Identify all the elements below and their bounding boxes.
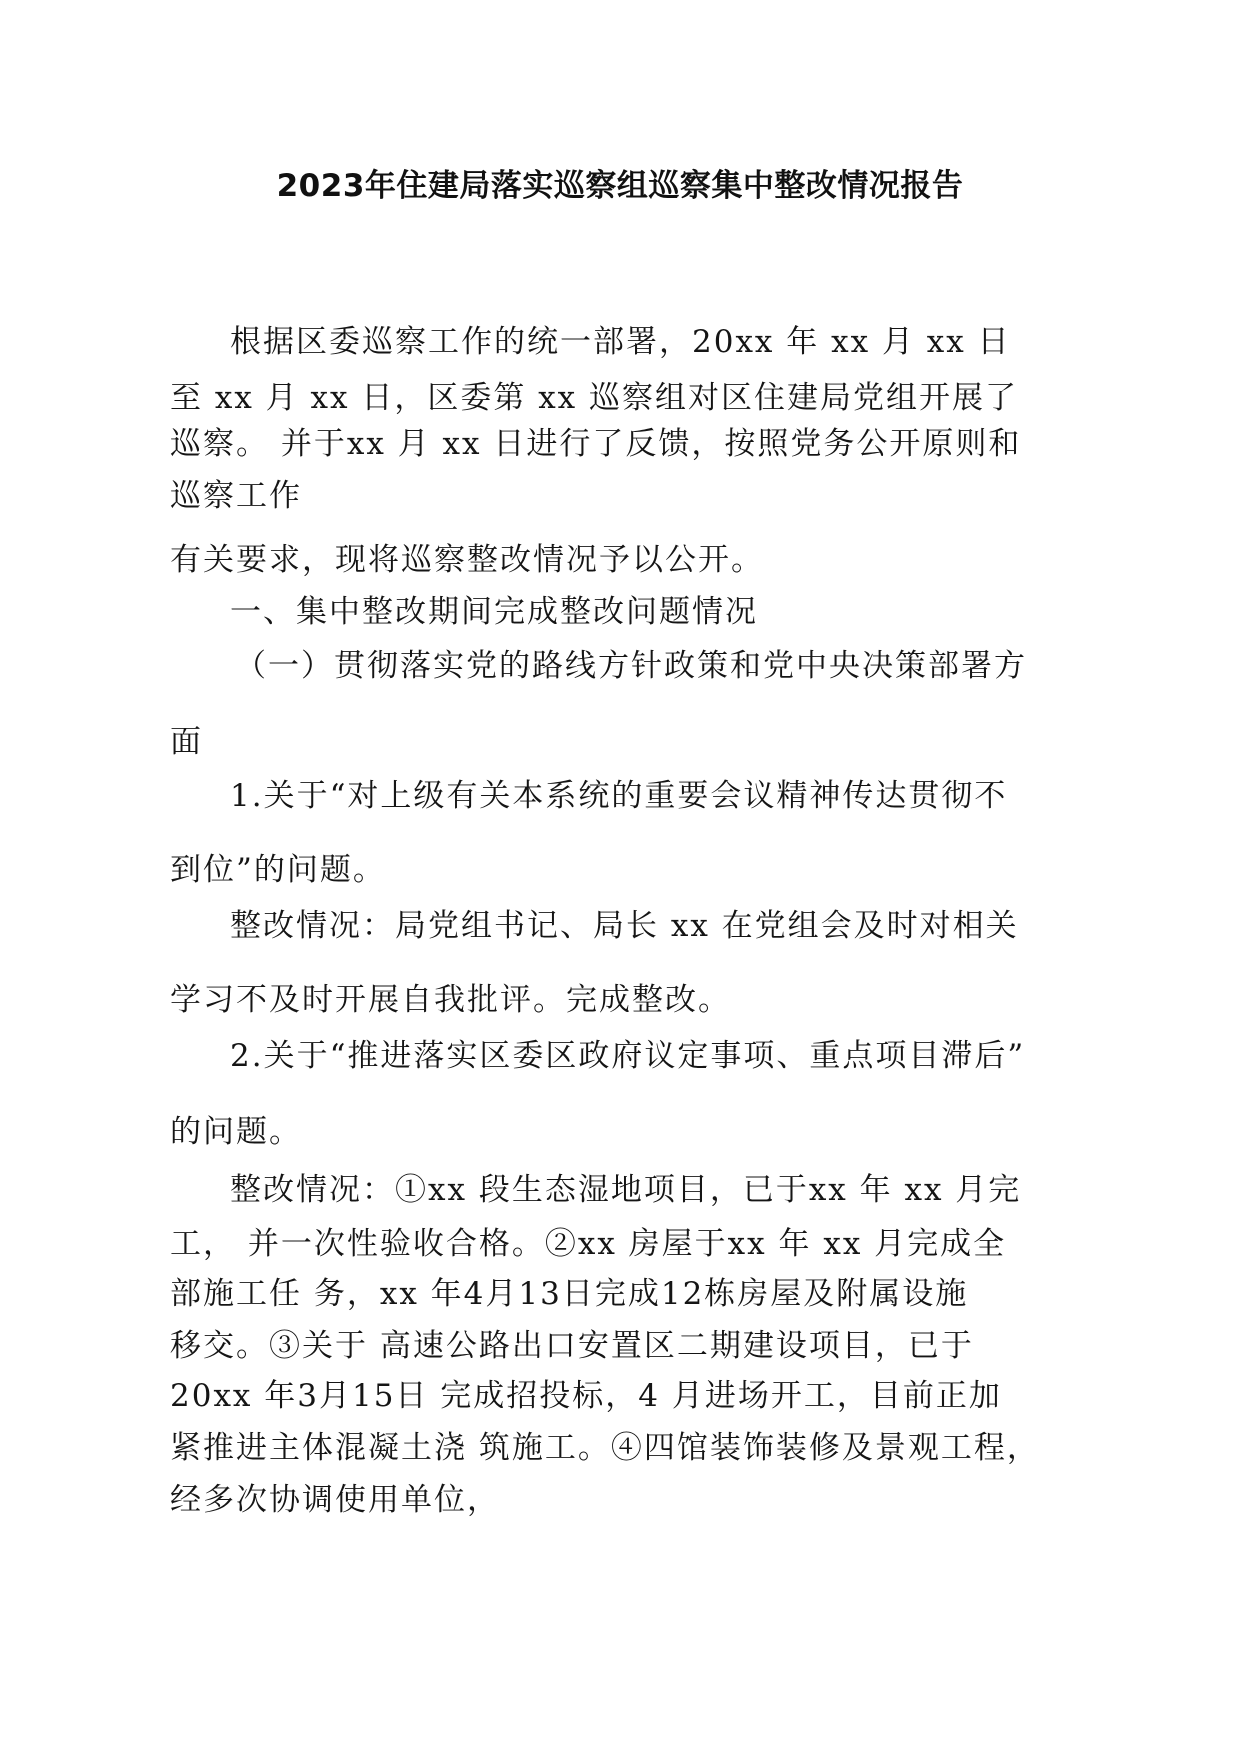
paragraph-line: 整改情况：局党组书记、局长 xx 在党组会及时对相关 [230,908,1019,944]
item-heading: 2.关于“推进落实区委区政府议定事项、重点项目滞后” [230,1038,1026,1074]
paragraph-line: 到位”的问题。 [170,852,386,888]
paragraph-line: 巡察。 并于xx 月 xx 日进行了反馈，按照党务公开原则和 [170,426,1022,462]
paragraph-line: 整改情况：①xx 段生态湿地项目，已于xx 年 xx 月完 [230,1172,1022,1208]
paragraph-line: 紧推进主体混凝土浇 筑施工。④四馆装饰装修及景观工程， [170,1430,1040,1466]
paragraph-line: 至 xx 月 xx 日，区委第 xx 巡察组对区住建局党组开展了 [170,380,1019,416]
item-heading: 1.关于“对上级有关本系统的重要会议精神传达贯彻不 [230,778,1008,814]
paragraph-line: 巡察工作 [170,478,302,514]
subsection-heading: （一）贯彻落实党的路线方针政策和党中央决策部署方 [235,648,1027,684]
paragraph-line: 学习不及时开展自我批评。完成整改。 [170,982,731,1018]
paragraph-line: 部施工任 务，xx 年4月13日完成12栋房屋及附属设施 [170,1276,969,1312]
paragraph-line: 根据区委巡察工作的统一部署，20xx 年 xx 月 xx 日 [230,324,1011,360]
paragraph-line: 工， 并一次性验收合格。②xx 房屋于xx 年 xx 月完成全 [170,1226,1007,1262]
paragraph-line: 20xx 年3月15日 完成招投标，4 月进场开工，目前正加 [170,1378,1002,1414]
paragraph-line: 的问题。 [170,1114,302,1150]
document-title: 2023年住建局落实巡察组巡察集中整改情况报告 [276,168,964,204]
paragraph-line: 有关要求，现将巡察整改情况予以公开。 [170,542,764,578]
paragraph-line: 经多次协调使用单位， [170,1482,500,1518]
section-heading: 一、集中整改期间完成整改问题情况 [230,594,758,630]
paragraph-line: 移交。③关于 高速公路出口安置区二期建设项目，已于 [170,1328,974,1364]
paragraph-line: 面 [170,724,203,760]
